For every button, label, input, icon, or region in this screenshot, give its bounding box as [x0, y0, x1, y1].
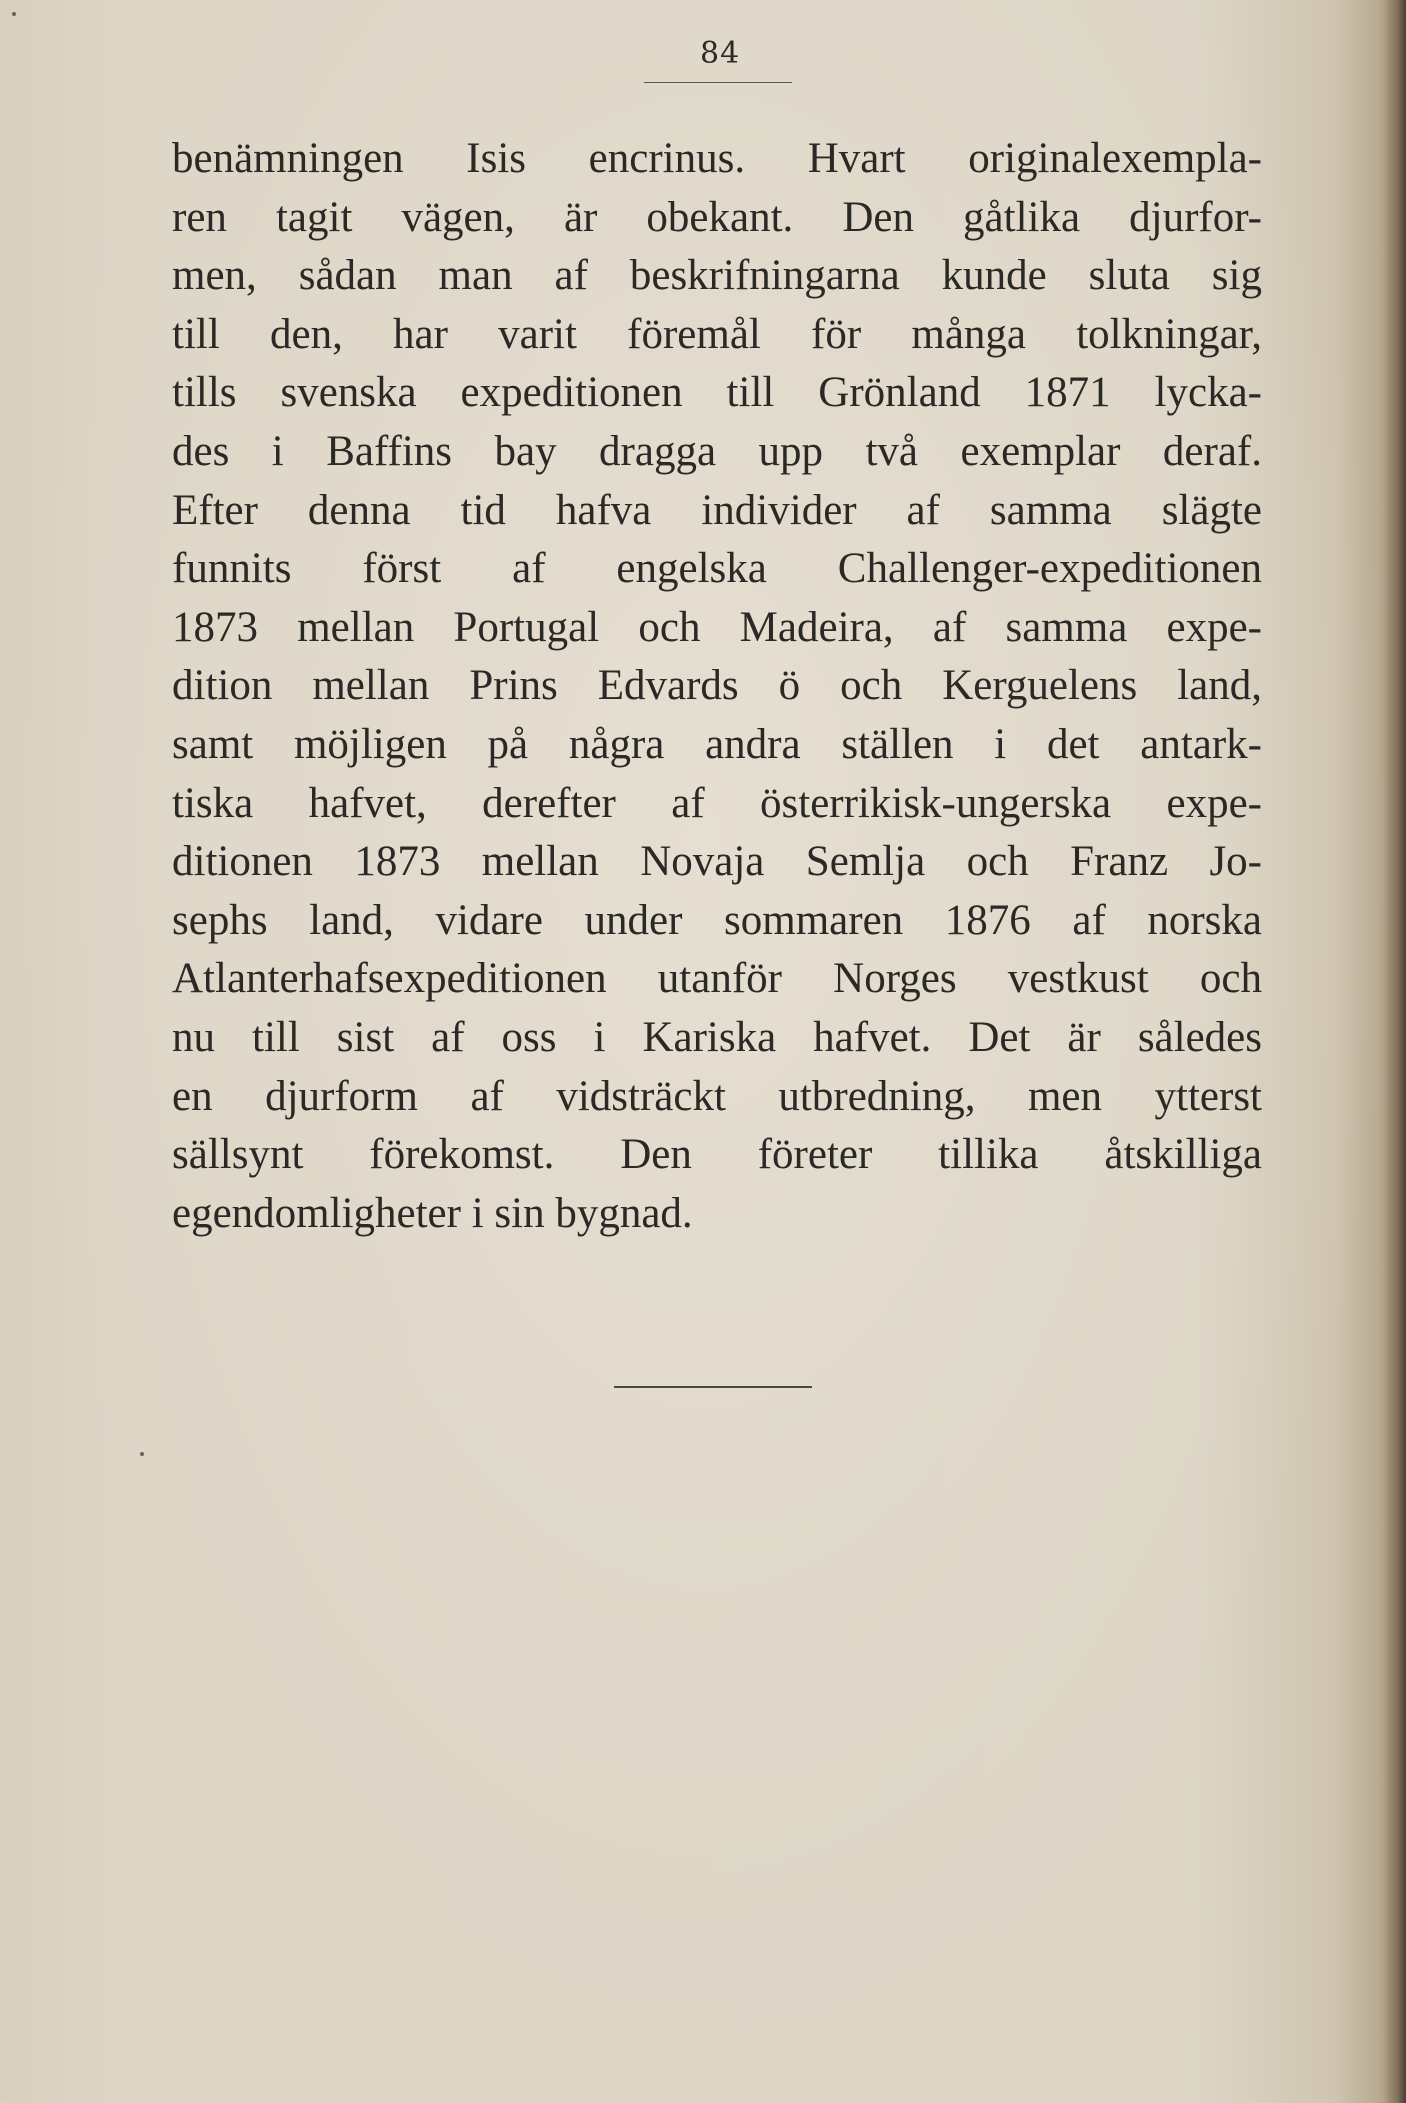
text-line: nu till sist af oss i Kariska hafvet. Det är således	[172, 1013, 1262, 1061]
text-line: tiska hafvet, derefter af österrikisk-ungerska expe-	[172, 779, 1262, 827]
text-line: till den, har varit föremål för många tolkningar,	[172, 310, 1262, 358]
body-paragraph	[172, 130, 1262, 1243]
text-line: Atlanterhafsexpeditionen utanför Norges vestkust och	[172, 955, 1262, 1003]
text-line: tills svenska expeditionen till Grönland 1871 lycka-	[172, 369, 1262, 417]
text-line-last: egendomligheter i sin bygnad.	[172, 1189, 693, 1237]
text-line: samt möjligen på några andra ställen i det antark-	[172, 720, 1262, 768]
text-line: ditionen 1873 mellan Novaja Semlja och Franz Jo-	[172, 838, 1262, 886]
section-end-rule	[614, 1386, 812, 1388]
text-line: des i Baffins bay dragga upp två exemplar deraf.	[172, 427, 1262, 475]
text-line: sephs land, vidare under sommaren 1876 af norska	[172, 896, 1262, 944]
text-line: Efter denna tid hafva individer af samma slägte	[172, 486, 1262, 534]
text-line: funnits först af engelska Challenger-expeditionen	[172, 545, 1262, 593]
text-line: men, sådan man af beskrifningarna kunde sluta sig	[172, 252, 1262, 300]
text-line: sällsynt förekomst. Den företer tillika åtskilliga	[172, 1131, 1262, 1179]
page-number: 84	[700, 36, 741, 71]
text-line: ren tagit vägen, är obekant. Den gåtlika djurfor-	[172, 193, 1262, 241]
text-line: dition mellan Prins Edvards ö och Kerguelens land,	[172, 662, 1262, 710]
paper-speck	[12, 12, 16, 16]
text-line: 1873 mellan Portugal och Madeira, af samma expe-	[172, 603, 1262, 651]
header-rule	[644, 82, 792, 83]
text-line: en djurform af vidsträckt utbredning, men ytterst	[172, 1072, 1262, 1120]
page-edge-shadow	[1384, 0, 1406, 2103]
text-line: benämningen Isis encrinus. Hvart originalexempla-	[172, 135, 1262, 182]
paper-speck	[140, 1452, 144, 1456]
